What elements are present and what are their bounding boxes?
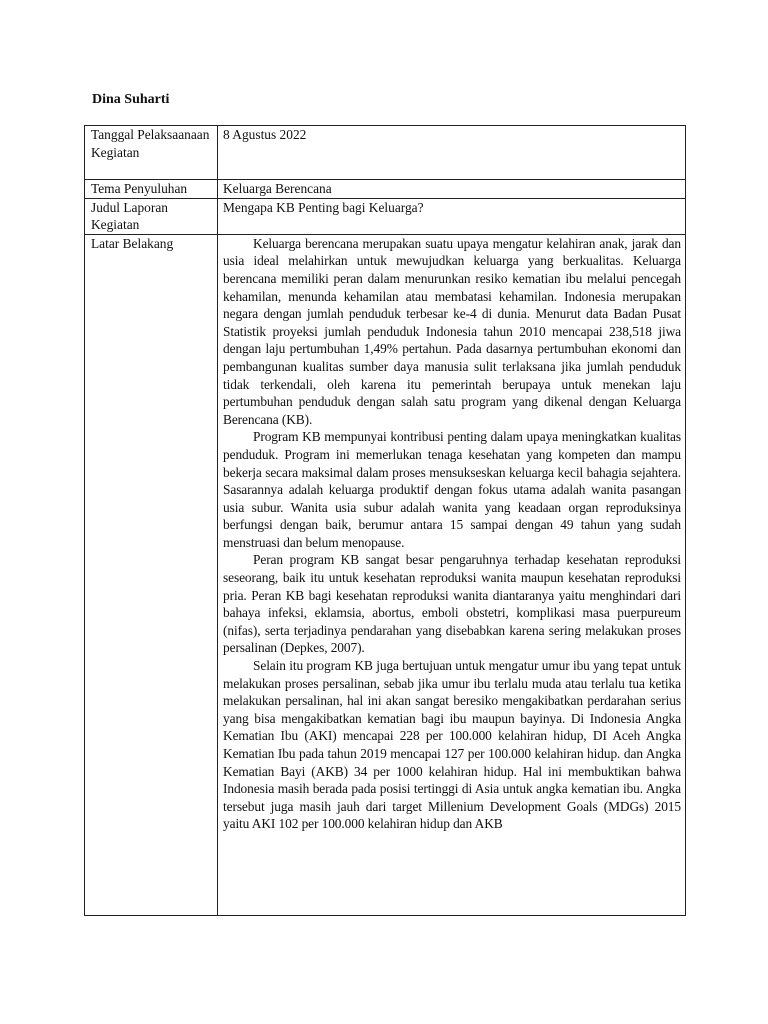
label-judul: Judul Laporan Kegiatan [85, 198, 218, 234]
paragraph-4: Selain itu program KB juga bertujuan untuk mengatur umur ibu yang tepat untuk melakukan proses persalinan, sebab jika umur ibu terlalu muda atau terlalu tua ketika melakukan persalinan, hal ini akan sangat beresiko mengakibatkan perdarahan serius yang bisa mengakibatkan kematian bagi ibu maupun bayinya. Di Indonesia Angka Kematian Ibu (AKI) mencapai 228 per 100.000 kelahiran hidup, DI Aceh Angka Kematian Ibu pada tahun 2019 mencapai 127 per 100.000 kelahiran hidup. dan Angka Kematian Bayi (AKB) 34 per 1000 kelahiran hidup. Hal ini membuktikan bahwa Indonesia masih berada pada posisi tertinggi di Asia untuk angka kematian ibu. Angka tersebut juga masih jauh dari target Millenium Development Goals (MDGs) 2015 yaitu AKI 102 per 100.000 kelahiran hidup dan AKB [223, 658, 681, 832]
table-row-tanggal [85, 126, 686, 180]
paragraph-1: Keluarga berencana merupakan suatu upaya mengatur kelahiran anak, jarak dan usia ideal melahirkan untuk mewujudkan keluarga yang berkualitas. Keluarga berencana memiliki peran dalam menurunkan resiko kematian ibu melalui pencegah kehamilan, menunda kehamilan atau membatasi kehamilan. Indonesia merupakan negara dengan jumlah penduduk terbesar ke-4 di dunia. Menurut data Badan Pusat Statistik proyeksi jumlah penduduk Indonesia tahun 2010 mencapai 238,518 jiwa dengan laju pertumbuhan 1,49% pertahun. Pada dasarnya pertumbuhan ekonomi dan pembangunan kualitas sumber daya manusia sulit terlaksana jika jumlah penduduk tidak terkendali, oleh karena itu pemerintah berupaya untuk menekan laju pertumbuhan penduduk dengan salah satu program yang dikenal dengan Keluarga Berencana (KB). [223, 235, 681, 427]
label-tanggal: Tanggal Pelaksaanaan Kegiatan [85, 126, 218, 180]
activity-report-table [84, 125, 686, 916]
table-row-tema [85, 180, 686, 199]
table-row-latar [85, 234, 686, 915]
value-tanggal: 8 Agustus 2022 [218, 126, 686, 180]
paragraph-2: Program KB mempunyai kontribusi penting dalam upaya meningkatkan kualitas penduduk. Program ini memerlukan tenaga kesehatan yang kompeten dan mampu bekerja secara maksimal dalam proses mensukseskan keluarga kecil bahagia sejahtera. Sasarannya adalah keluarga produktif dengan fokus utama adalah wanita pasangan usia subur. Wanita usia subur adalah wanita yang keadaan organ reproduksinya berfungsi dengan baik, berumur antara 15 sampai dengan 49 tahun yang sudah menstruasi dan belum menopause. [223, 429, 681, 550]
paragraph-3: Peran program KB sangat besar pengaruhnya terhadap kesehatan reproduksi seseorang, baik itu untuk kesehatan reproduksi wanita maupun kesehatan reproduksi pria. Peran KB bagi kesehatan reproduksi wanita diantaranya yaitu menghindari dari bahaya infeksi, eklamsia, abortus, emboli obstetri, komplikasi masa puerpureum (nifas), serta terjadinya pendarahan yang disebabkan karena sering melakukan proses persalinan (Depkes, 2007). [223, 552, 681, 656]
table-row-judul [85, 198, 686, 234]
label-latar: Latar Belakang [85, 234, 218, 915]
author-name: Dina Suharti [92, 92, 170, 107]
label-tema: Tema Penyuluhan [85, 180, 218, 199]
value-judul: Mengapa KB Penting bagi Keluarga? [218, 198, 686, 234]
latar-text-body [223, 235, 681, 915]
value-tema: Keluarga Berencana [218, 180, 686, 199]
value-latar [218, 234, 686, 915]
